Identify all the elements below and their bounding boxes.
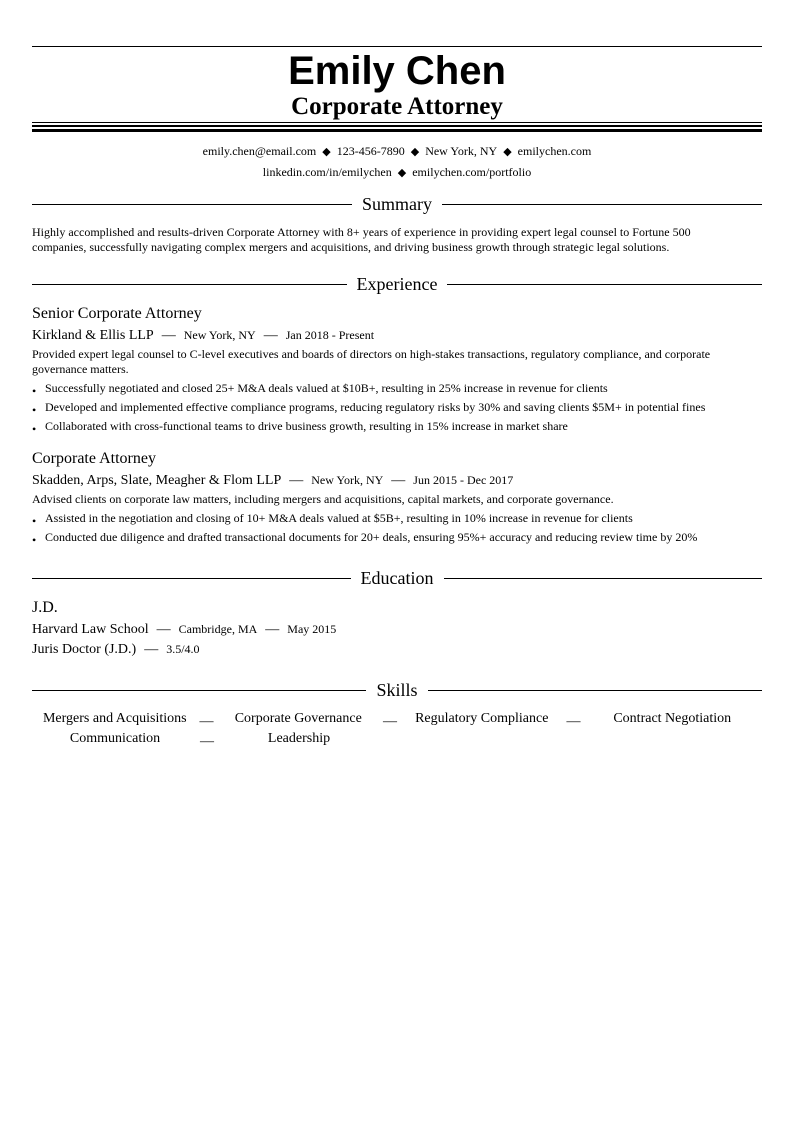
dash-separator: — [200, 734, 214, 749]
skill-item: Mergers and Acquisitions [42, 711, 187, 726]
job-location: New York, NY [311, 473, 384, 487]
company-name: Kirkland & Ellis LLP [32, 328, 154, 343]
heading-rule [32, 284, 347, 285]
bullet-text: Developed and implemented effective compliance programs, reducing regulatory risks by 30% and saving clients $5M+ in potential fines [45, 400, 706, 414]
job-bullets [32, 381, 762, 438]
separator-diamond-icon: ◆ [410, 146, 420, 158]
program-name: Juris Doctor (J.D.) [32, 642, 137, 657]
location: New York, NY [425, 144, 498, 158]
skills-row [32, 729, 762, 749]
graduation-date: May 2015 [287, 622, 337, 636]
separator-diamond-icon: ◆ [503, 146, 512, 158]
skills-list [32, 709, 762, 749]
section-title: Skills [376, 680, 418, 700]
bullet-text: Assisted in the negotiation and closing of 10+ M&A deals valued at $5B+, resulting in 10% increase in revenue for clients [45, 511, 633, 525]
dash-separator: — [144, 642, 159, 657]
dash-separator: — [199, 714, 214, 729]
header-rule-thin [32, 122, 762, 123]
bullet-icon: • [32, 514, 37, 528]
education-heading [32, 567, 762, 589]
job-company-line [32, 326, 374, 345]
experience-heading [32, 273, 762, 295]
separator-diamond-icon: ◆ [397, 167, 407, 179]
list-item [32, 530, 762, 549]
job-company-line [32, 471, 513, 490]
list-item [32, 381, 762, 400]
school-location: Cambridge, MA [178, 622, 258, 636]
program-line [32, 640, 200, 659]
dash-separator: — [566, 714, 581, 729]
job-dates: Jan 2018 - Present [285, 328, 375, 342]
top-rule [32, 46, 762, 47]
skill-item: Communication [69, 731, 161, 746]
school-line [32, 620, 336, 639]
skill-item: Contract Negotiation [613, 711, 732, 726]
linkedin-link[interactable]: linkedin.com/in/emilychen [262, 165, 392, 179]
bullet-icon: • [32, 384, 37, 398]
contact-row-2 [32, 164, 762, 181]
dash-separator: — [156, 622, 171, 637]
dash-separator: — [391, 473, 406, 488]
section-title: Summary [362, 194, 432, 214]
dash-separator: — [383, 714, 398, 729]
heading-rule [428, 690, 762, 691]
email-link[interactable]: emily.chen@email.com [202, 144, 317, 158]
job-description: Provided expert legal counsel to C-level executives and boards of directors on high-stakes transactions, regulatory compliance, and corporate governance matters. [32, 347, 711, 376]
list-item [32, 419, 762, 438]
heading-rule [32, 204, 352, 205]
skill-item: Corporate Governance [234, 711, 362, 726]
phone-number: 123-456-7890 [336, 144, 405, 158]
bullet-text: Collaborated with cross-functional teams to drive business growth, resulting in 15% increase in market share [45, 419, 568, 433]
job-location: New York, NY [183, 328, 256, 342]
heading-rule [447, 284, 762, 285]
header-rule-medium [32, 125, 762, 127]
job-dates: Jun 2015 - Dec 2017 [413, 473, 514, 487]
company-name: Skadden, Arps, Slate, Meagher & Flom LLP [32, 473, 282, 488]
heading-rule [444, 578, 763, 579]
header-rule-thick [32, 129, 762, 132]
separator-diamond-icon: ◆ [322, 146, 331, 158]
skill-item: Regulatory Compliance [415, 711, 549, 726]
website-link[interactable]: emilychen.com [517, 144, 592, 158]
bullet-icon: • [32, 422, 37, 436]
bullet-text: Conducted due diligence and drafted transactional documents for 20+ deals, ensuring 95%+ accuracy and reducing review time by 20% [45, 530, 698, 544]
candidate-title: Corporate Attorney [291, 93, 503, 120]
job-title: Corporate Attorney [32, 450, 156, 467]
candidate-name: Emily Chen [288, 49, 506, 93]
bullet-text: Successfully negotiated and closed 25+ M&A deals valued at $10B+, resulting in 25% increase in revenue for clients [45, 381, 608, 395]
dash-separator: — [289, 473, 304, 488]
dash-separator: — [263, 328, 278, 343]
portfolio-link[interactable]: emilychen.com/portfolio [412, 165, 532, 179]
degree: J.D. [32, 599, 58, 616]
list-item [32, 400, 762, 419]
gpa: 3.5/4.0 [166, 642, 200, 656]
dash-separator: — [161, 328, 176, 343]
bullet-icon: • [32, 533, 37, 547]
job-bullets [32, 511, 762, 549]
section-title: Experience [356, 274, 438, 294]
skill-item: Leadership [267, 731, 331, 746]
list-item [32, 511, 762, 530]
skills-row [32, 709, 762, 729]
job-description: Advised clients on corporate law matters, including mergers and acquisitions, capital markets, and corporate governance. [32, 492, 614, 506]
heading-rule [32, 690, 366, 691]
summary-heading [32, 193, 762, 215]
heading-rule [442, 204, 762, 205]
heading-rule [32, 578, 351, 579]
summary-text: Highly accomplished and results-driven Corporate Attorney with 8+ years of experience in providing expert legal counsel to Fortune 500 companies, successfully navigating complex mergers and acquisitions, and driving business growth through strategic legal solutions. [32, 225, 691, 254]
job-title: Senior Corporate Attorney [32, 305, 202, 322]
dash-separator: — [265, 622, 280, 637]
skills-heading [32, 679, 762, 701]
section-title: Education [360, 568, 434, 588]
school-name: Harvard Law School [32, 622, 149, 637]
contact-row-1 [32, 143, 762, 160]
bullet-icon: • [32, 403, 37, 417]
